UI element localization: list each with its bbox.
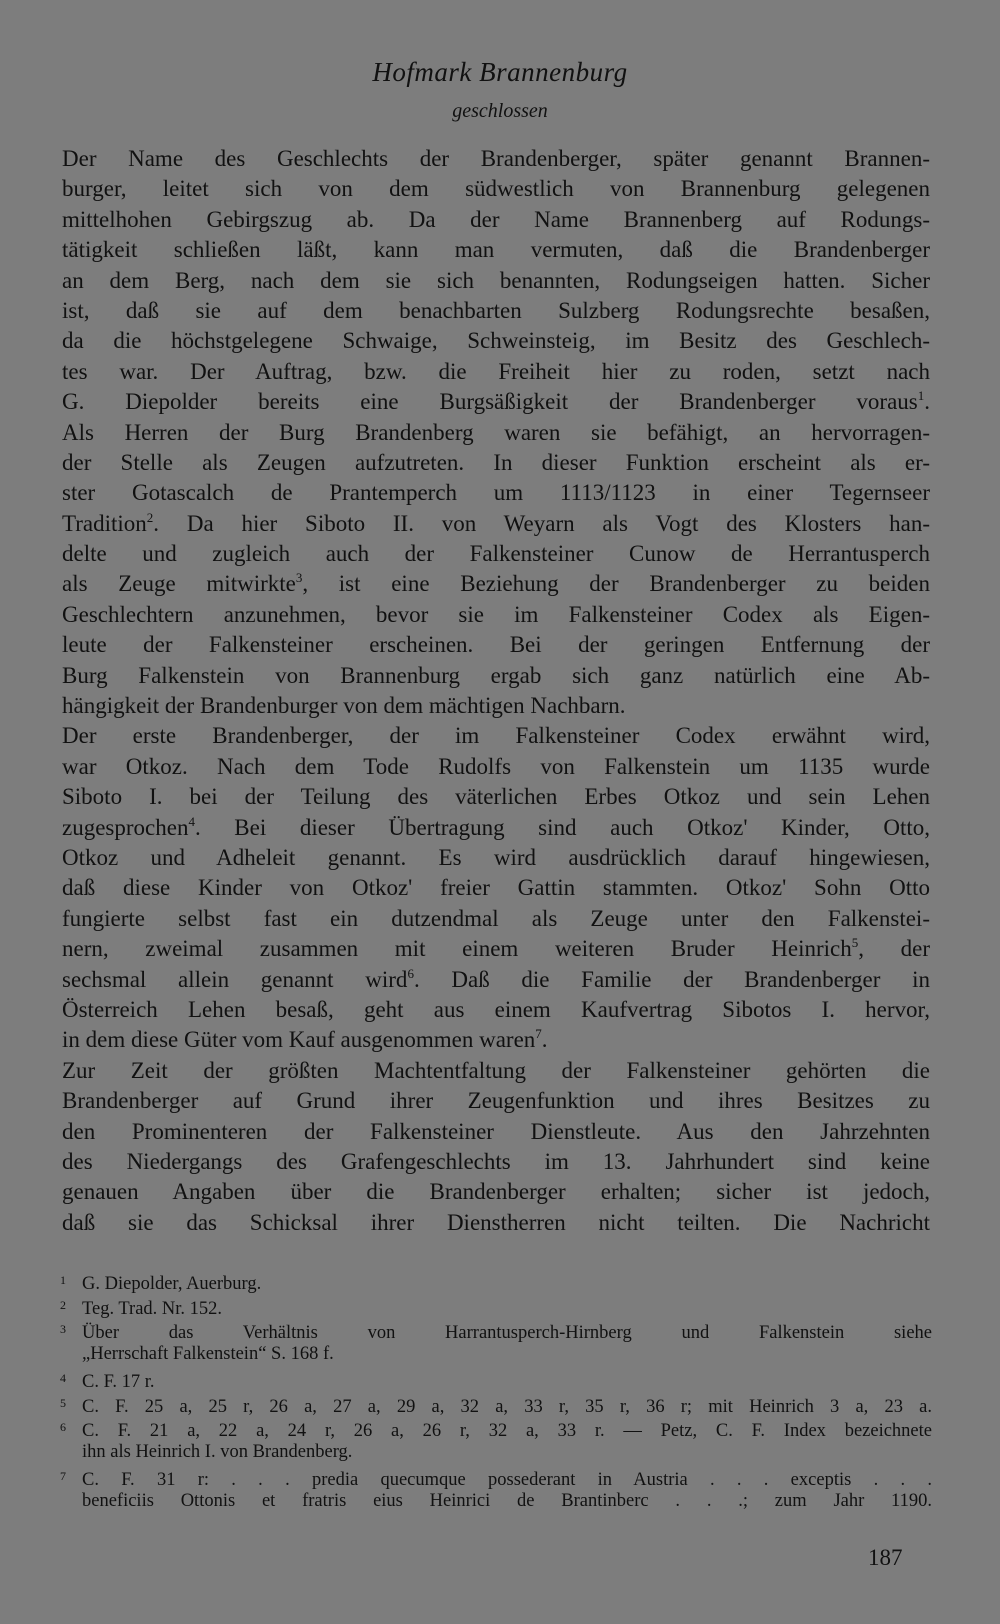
body-line-text: G. Diepolder bereits eine Burgsäßigkeit der Brandenberger voraus (62, 389, 918, 415)
body-line (62, 691, 930, 721)
body-line-text: war Otkoz. Nach dem Tode Rudolfs von Falkenstein um 1135 wurde (62, 753, 930, 779)
body-line-text: Tradition (62, 510, 147, 536)
page-number: 187 (868, 1545, 903, 1570)
body-line (62, 296, 930, 326)
body-line (62, 539, 930, 569)
body-line (62, 235, 930, 265)
body-line (62, 569, 930, 599)
footnote-line (60, 1366, 932, 1391)
body-text (62, 144, 930, 1238)
footnote-text: ihn als Heinrich I. von Brandenberg. (82, 1441, 353, 1462)
body-line (62, 1147, 930, 1177)
footnote-text: C. F. 17 r. (82, 1372, 155, 1392)
footnote-text: C. F. 21 a, 22 a, 24 r, 26 a, 26 r, 32 a, 33 r. — Petz, C. F. Index bezeichnete (82, 1421, 932, 1441)
body-line-text: genauen Angaben über die Brandenberger erhalten; sicher ist jedoch, (62, 1179, 930, 1205)
footnote-line (60, 1317, 932, 1342)
footnote-text: Teg. Trad. Nr. 152. (82, 1298, 223, 1319)
body-line-text: Österreich Lehen besaß, geht aus einem Kaufvertrag Sibotos I. hervor, (62, 996, 930, 1022)
body-line-text: daß sie das Schicksal ihrer Dienstherren nicht teilten. Die Nachricht (62, 1209, 930, 1235)
footnotes (60, 1268, 932, 1513)
footnote-text: G. Diepolder, Auerburg. (82, 1274, 262, 1294)
footnote-marker: 1 (60, 1273, 66, 1287)
body-line-text: Brandenberger auf Grund ihrer Zeugenfunktion und ihres Besitzes zu (62, 1088, 930, 1114)
body-line (62, 509, 930, 539)
body-line (62, 266, 930, 296)
body-line (62, 873, 930, 903)
body-line (62, 843, 930, 873)
footnote-reference: 3 (295, 570, 303, 586)
body-line-text: tätigkeit schließen läßt, kann man vermuten, daß die Brandenberger (62, 237, 930, 263)
footnote-reference: 2 (146, 509, 154, 525)
body-line (62, 144, 930, 174)
footnote-text: Über das Verhältnis von Harrantusperch-Hirnberg und Falkenstein siehe (82, 1323, 932, 1343)
body-line-text: tes war. Der Auftrag, bzw. die Freiheit hier zu roden, setzt nach (62, 358, 930, 384)
footnote-text: beneficiis Ottonis et fratris eius Heinrici de Brantinberc . . .; zum Jahr 1190. (82, 1490, 932, 1511)
footnote-marker: 2 (60, 1297, 66, 1312)
footnote-reference: 7 (535, 1026, 542, 1042)
body-line-text: burger, leitet sich von dem südwestlich von Brannenburg gelegenen (62, 176, 930, 202)
body-line-text: Geschlechtern anzunehmen, bevor sie im Falkensteiner Codex als Eigen- (62, 601, 930, 627)
body-line-text: . Bei dieser Übertragung sind auch Otkoz' Kinder, Otto, (194, 814, 930, 840)
body-line-text: hängigkeit der Brandenburger von dem mächtigen Nachbarn. (62, 693, 626, 719)
body-line-text: als Zeuge mitwirkte (62, 571, 296, 597)
body-line (62, 995, 930, 1025)
body-line-text: . (541, 1027, 548, 1053)
footnote-text: C. F. 31 r: . . . predia quecumque possederant in Austria . . . exceptis . . . (82, 1470, 932, 1490)
footnote-line (60, 1489, 932, 1514)
footnote-marker: 5 (60, 1395, 66, 1410)
page-title: Hofmark Brannenburg (372, 57, 628, 87)
body-line-text: , der (858, 936, 930, 962)
body-line-text: leute der Falkensteiner erscheinen. Bei der geringen Entfernung der (62, 632, 930, 658)
body-line-text: , ist eine Beziehung der Brandenberger zu beiden (302, 571, 930, 597)
footnote-marker: 6 (60, 1420, 66, 1434)
body-line-text: . (924, 389, 930, 415)
body-line-text: ist, daß sie auf dem benachbarten Sulzberg Rodungsrechte besaßen, (62, 297, 930, 323)
body-line (62, 1086, 930, 1116)
footnote-reference: 6 (407, 965, 414, 981)
body-line (62, 782, 930, 812)
body-line (62, 326, 930, 356)
body-line (62, 813, 930, 843)
footnote-reference: 1 (917, 388, 925, 404)
body-line-text: zugesprochen (62, 814, 189, 840)
body-line-text: Der erste Brandenberger, der im Falkensteiner Codex erwähnt wird, (62, 723, 930, 749)
page-subtitle: geschlossen (452, 100, 548, 122)
body-line-text: fungierte selbst fast ein dutzendmal als Zeuge unter den Falkenstei- (62, 905, 930, 931)
body-line-text: den Prominenteren der Falkensteiner Dienstleute. Aus den Jahrzehnten (62, 1118, 930, 1144)
body-line-text: Burg Falkenstein von Brannenburg ergab sich ganz natürlich eine Ab- (62, 662, 930, 688)
body-line-text: in dem diese Güter vom Kauf ausgenommen waren (62, 1027, 536, 1053)
body-line-text: der Stelle als Zeugen aufzutreten. In dieser Funktion erscheint als er- (62, 449, 930, 475)
body-line (62, 174, 930, 204)
body-line (62, 904, 930, 934)
body-line-text: ster Gotascalch de Prantemperch um 1113/1123 in einer Tegernseer (62, 480, 930, 506)
footnote-reference: 5 (851, 935, 859, 951)
body-line-text: daß diese Kinder von Otkoz' freier Gattin stammten. Otkoz' Sohn Otto (62, 875, 930, 901)
footnote-marker: 3 (60, 1322, 66, 1336)
footnote-line (60, 1440, 932, 1465)
body-line-text: Siboto I. bei der Teilung des väterlichen Erbes Otkoz und sein Lehen (62, 784, 930, 810)
footnote-line (60, 1464, 932, 1489)
body-line-text: nern, zweimal zusammen mit einem weiteren Bruder Heinrich (62, 936, 852, 962)
footnote-line (60, 1268, 932, 1293)
body-line-text: mittelhohen Gebirgszug ab. Da der Name Brannenberg auf Rodungs- (62, 206, 930, 232)
body-line (62, 1117, 930, 1147)
footnote-marker: 7 (60, 1469, 66, 1483)
footnote-text: C. F. 25 a, 25 r, 26 a, 27 a, 29 a, 32 a, 33 r, 35 r, 36 r; mit Heinrich 3 a, 23 a. (82, 1396, 932, 1417)
body-line-text: Zur Zeit der größten Machtentfaltung der Falkensteiner gehörten die (62, 1057, 930, 1083)
footnote-text: „Herrschaft Falkenstein“ S. 168 f. (82, 1343, 334, 1364)
body-line (62, 387, 930, 417)
body-line (62, 752, 930, 782)
body-line (62, 965, 930, 995)
body-line-text: . Daß die Familie der Brandenberger in (413, 966, 930, 992)
body-line (62, 357, 930, 387)
body-line-text: delte und zugleich auch der Falkensteiner Cunow de Herrantusperch (62, 541, 930, 567)
body-line (62, 934, 930, 964)
body-line (62, 630, 930, 660)
body-line-text: da die höchstgelegene Schwaige, Schweinsteig, im Besitz des Geschlech- (62, 328, 930, 354)
body-line (62, 478, 930, 508)
body-line-text: Der Name des Geschlechts der Brandenberger, später genannt Brannen- (62, 146, 930, 171)
footnote-line (60, 1293, 932, 1318)
body-line (62, 205, 930, 235)
body-line (62, 418, 930, 448)
body-line (62, 1025, 930, 1055)
body-line (62, 1177, 930, 1207)
footnote-line (60, 1391, 932, 1416)
body-line-text: Otkoz und Adheleit genannt. Es wird ausdrücklich darauf hingewiesen, (62, 844, 930, 870)
body-line (62, 1208, 930, 1238)
body-line (62, 1056, 930, 1086)
footnote-line (60, 1415, 932, 1440)
footnote-line (60, 1342, 932, 1367)
footnote-reference: 4 (188, 813, 195, 829)
body-line-text: sechsmal allein genannt wird (62, 966, 408, 992)
body-line-text: an dem Berg, nach dem sie sich benannten, Rodungseigen hatten. Sicher (62, 267, 930, 293)
body-line (62, 721, 930, 751)
body-line-text: des Niedergangs des Grafengeschlechts im 13. Jahrhundert sind keine (62, 1148, 930, 1174)
body-line (62, 600, 930, 630)
footnote-marker: 4 (60, 1371, 66, 1385)
body-line (62, 661, 930, 691)
body-line-text: Als Herren der Burg Brandenberg waren sie befähigt, an hervorragen- (62, 419, 930, 445)
body-line (62, 448, 930, 478)
body-line-text: . Da hier Siboto II. von Weyarn als Vogt des Klosters han- (153, 510, 930, 536)
